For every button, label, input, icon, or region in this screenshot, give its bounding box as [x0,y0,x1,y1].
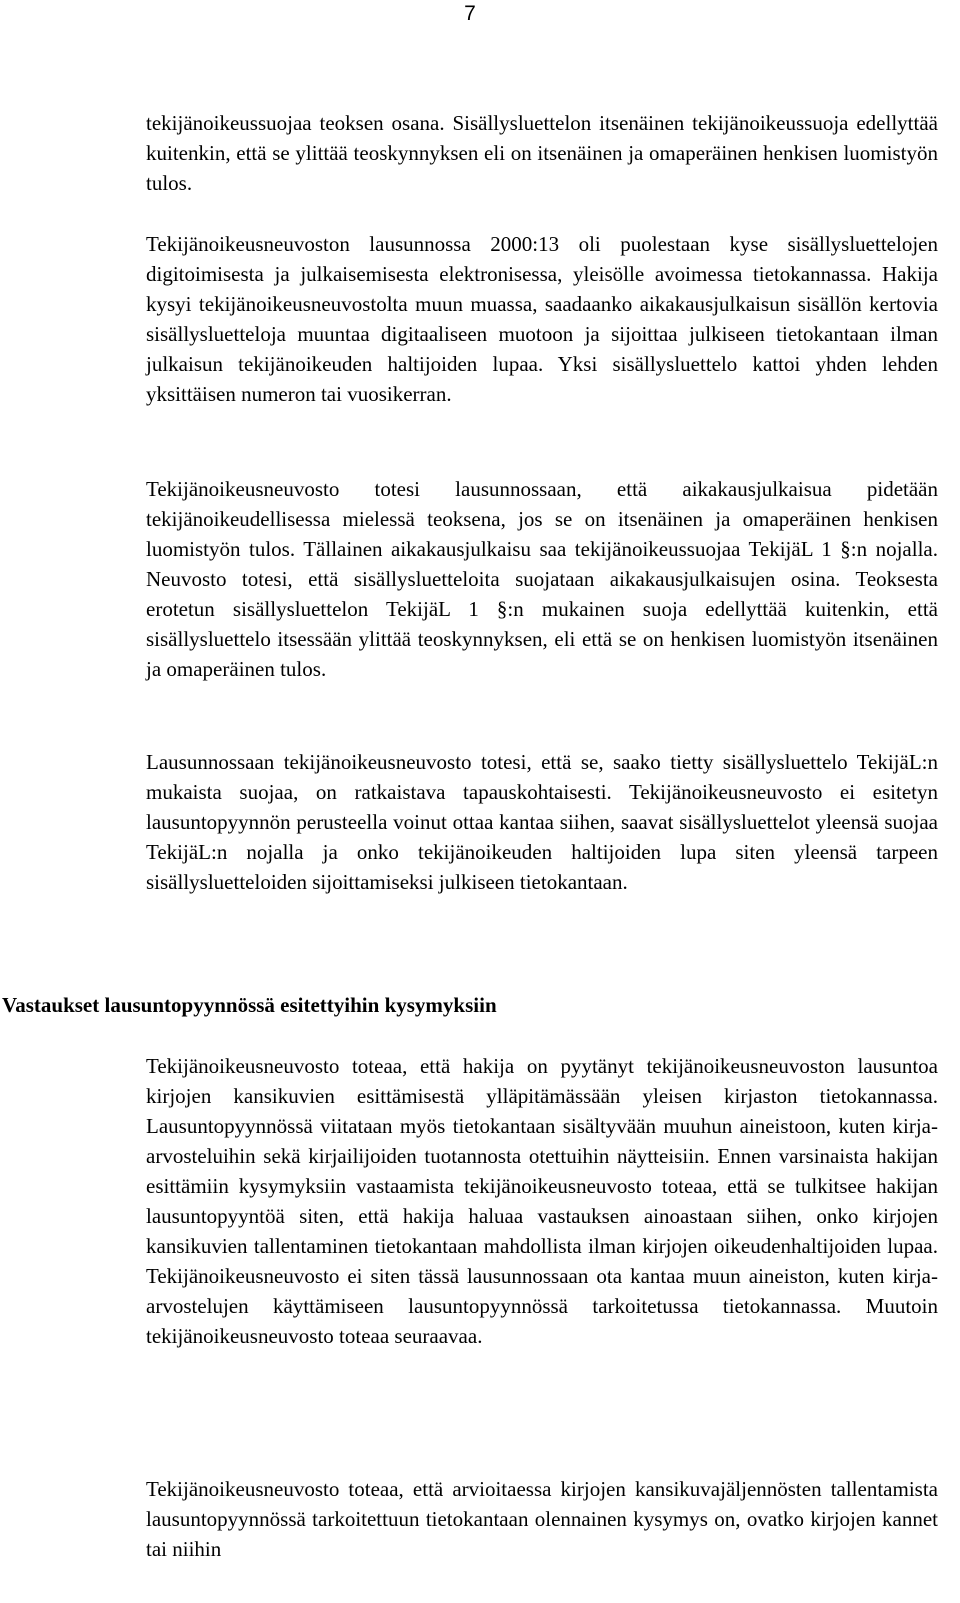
page-number: 7 [464,2,476,25]
paragraph-4: Lausunnossaan tekijänoikeusneuvosto totesi, että se, saako tietty sisällysluettelo TekijäL:n mukaista suojaa, on ratkaistava tapauskohtaisesti. Tekijänoikeusneuvosto ei esitetyn lausuntopyynnön perusteella voinut ottaa kantaa siihen, saavat sisällysluettelot yleensä suojaa TekijäL:n nojalla ja onko tekijänoikeuden haltijoiden lupa siten yleensä tarpeen sisällysluetteloiden sijoittamiseksi julkiseen tietokantaan. [146,750,938,894]
paragraph-5: Tekijänoikeusneuvosto toteaa, että hakija on pyytänyt tekijänoikeusneuvoston lausuntoa kirjojen kansikuvien esittämisestä ylläpitämässään yleisen kirjaston tietokannassa. Lausuntopyynnössä viitataan myös tietokantaan sisältyvään muuhun aineistoon, kuten kirja-arvosteluihin sekä kirjailijoiden tuotannosta otettuihin näytteisiin. Ennen varsinaista hakijan esittämiin kysymyksiin vastaamista tekijänoikeusneuvosto toteaa, että se tulkitsee hakijan lausuntopyyntöä siten, että hakija haluaa vastauksen ainoastaan siihen, onko kirjojen kansikuvien tallentaminen tietokantaan mahdollista ilman kirjojen oikeudenhaltijoiden lupaa. Tekijänoikeusneuvosto ei siten tässä lausunnossaan ota kantaa muun aineiston, kuten kirja-arvostelujen käyttämiseen lausuntopyynnössä tarkoitetussa tietokannassa. Muutoin tekijänoikeusneuvosto toteaa seuraavaa. [146,1054,938,1348]
section-heading: Vastaukset lausuntopyynnössä esitettyihin kysymyksiin [2,993,497,1017]
paragraph-6: Tekijänoikeusneuvosto toteaa, että arvioitaessa kirjojen kansikuvajäljennösten tallentamista lausuntopyynnössä tarkoitettuun tietokantaan olennainen kysymys on, ovatko kirjojen kannet tai niihin [146,1477,938,1561]
paragraph-1: tekijänoikeussuojaa teoksen osana. Sisällysluettelon itsenäinen tekijänoikeussuoja edellyttää kuitenkin, että se ylittää teoskynnyksen eli on itsenäinen ja omaperäinen henkisen luomistyön tulos. [146,111,938,195]
paragraph-2: Tekijänoikeusneuvoston lausunnossa 2000:13 oli puolestaan kyse sisällysluettelojen digitoimisesta ja julkaisemisesta elektronisessa, yleisölle avoimessa tietokannassa. Hakija kysyi tekijänoikeusneuvostolta muun muassa, saadaanko aikakausjulkaisun sisällön kertovia sisällysluetteloja muuntaa digitaaliseen muotoon ja sijoittaa julkiseen tietokantaan ilman julkaisun tekijänoikeuden haltijoiden lupaa. Yksi sisällysluettelo kattoi yhden lehden yksittäisen numeron tai vuosikerran. [146,232,938,406]
paragraph-3: Tekijänoikeusneuvosto totesi lausunnossaan, että aikakausjulkaisua pidetään tekijänoikeudellisessa mielessä teoksena, jos se on itsenäinen ja omaperäinen henkisen luomistyön tulos. Tällainen aikakausjulkaisu saa tekijänoikeussuojaa TekijäL 1 §:n nojalla. Neuvosto totesi, että sisällysluetteloita suojataan aikakausjulkaisujen osina. Teoksesta erotetun sisällysluettelon TekijäL 1 §:n mukainen suoja edellyttää kuitenkin, että sisällysluettelo itsessään ylittää teoskynnyksen, eli että se on henkisen luomistyön itsenäinen ja omaperäinen tulos. [146,477,938,681]
